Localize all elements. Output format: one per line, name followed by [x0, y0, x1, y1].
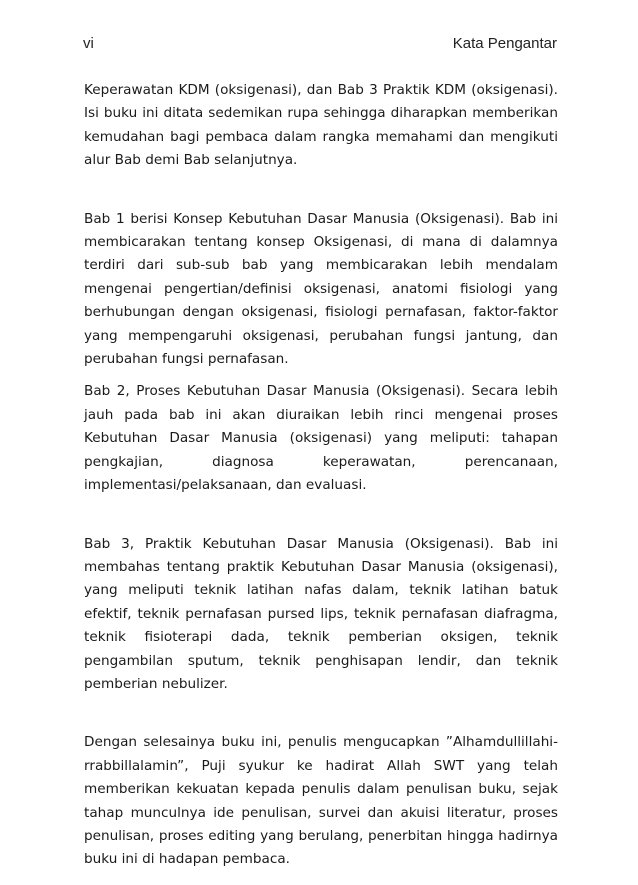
page-header [83, 35, 557, 57]
running-head: Kata Pengantar [452, 35, 557, 52]
body-text [84, 79, 558, 872]
paragraph-bab-2: Bab 2, Proses Kebutuhan Dasar Manusia (Oksigenasi). Secara lebih jauh pada bab ini akan diuraikan lebih rinci mengenai proses Kebutuhan Dasar Manusia (oksigenasi) yang meliputi: tahapan pengkajian, diagnosa keperawatan, perencanaan, implementasi/pelaksanaan, dan evaluasi. [84, 383, 558, 494]
paragraph-bab-1: Bab 1 berisi Konsep Kebutuhan Dasar Manusia (Oksigenasi). Bab ini membicarakan tentang konsep Oksigenasi, di mana di dalamnya terdiri dari sub-sub bab yang membicarakan lebih mendalam mengenai pengertian/definisi oksigenasi, anatomi fisiologi yang berhubungan dengan oksigenasi, fisiologi pernafasan, faktor-faktor yang mempengaruhi oksigenasi, perubahan fungsi jantung, dan perubahan fungsi pernafasan. [84, 210, 558, 368]
page-number: vi [83, 35, 94, 52]
paragraph-continuation: Keperawatan KDM (oksigenasi), dan Bab 3 Praktik KDM (oksigenasi). Isi buku ini ditata sedemikan rupa sehingga diharapkan memberikan kemudahan bagi pembaca dalam rangka memahami dan mengikuti alur Bab demi Bab selanjutnya. [84, 82, 558, 169]
paragraph-bab-3: Bab 3, Praktik Kebutuhan Dasar Manusia (Oksigenasi). Bab ini membahas tentang praktik Kebutuhan Dasar Manusia (oksigenasi), yang meliputi teknik latihan nafas dalam, teknik latihan batuk efektif, teknik pernafasan pursed lips, teknik pernafasan diafragma, teknik fisioterapi dada, teknik pemberian oksigen, teknik pengambilan sputum, teknik penghisapan lendir, dan teknik pemberian nebulizer. [84, 535, 558, 692]
paragraph-closing: Dengan selesainya buku ini, penulis mengucapkan ”Alhamdullillahi-rrabbillalamin”, Puji syukur ke hadirat Allah SWT yang telah memberikan kekuatan kepada penulis dalam penulisan buku, sejak tahap munculnya ide penulisan, survei dan akuisi literatur, proses penulisan, proses editing yang berulang, penerbitan hingga hadirnya buku ini di hadapan pembaca. [84, 734, 558, 868]
